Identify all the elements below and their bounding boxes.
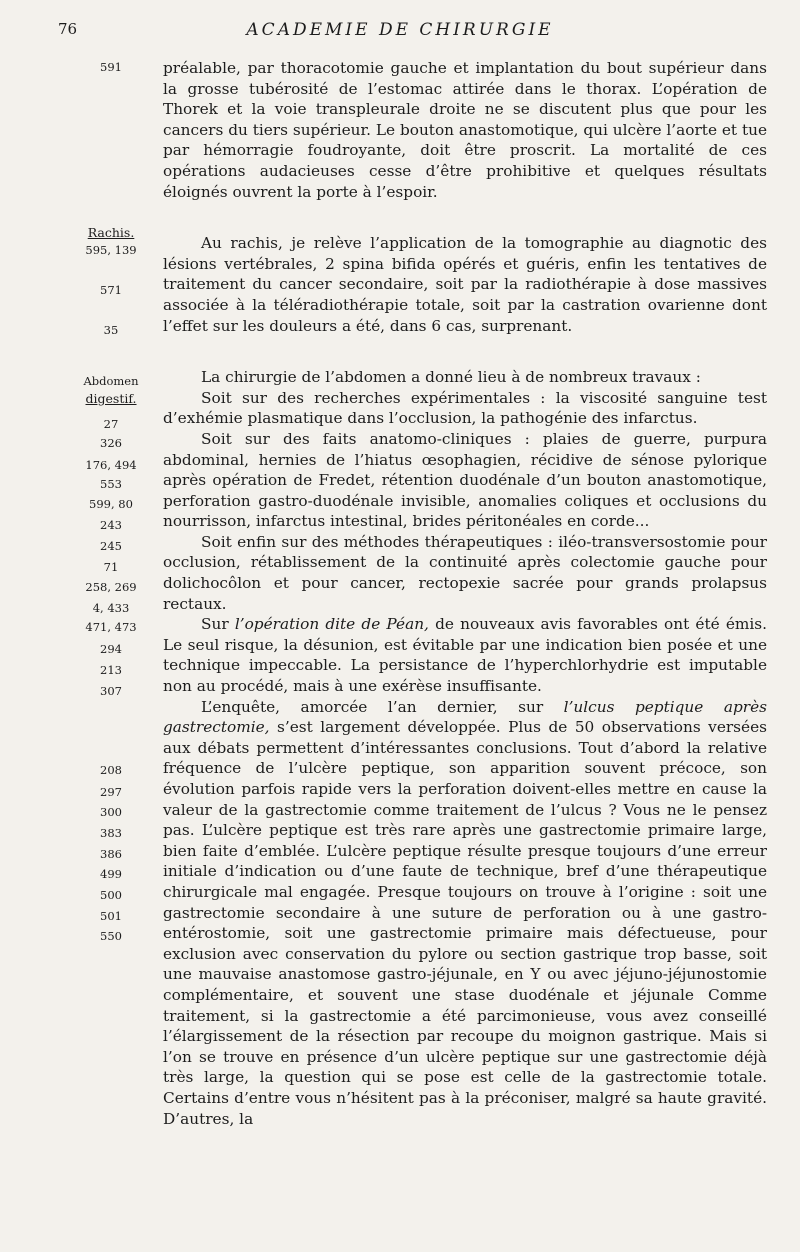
margin-ref: 599, 80 [89, 497, 133, 511]
margin-ref: 591 [100, 60, 122, 74]
paragraph: Au rachis, je relève l’application de la tomographie au diagnotic des lésions vertébrales, 2 spina bifida opérés et guéris, enfin les tentatives de traitement du cancer secondaire, soit par la radiothérapie à dose massives associée à la téléradiothérapie totale, soit par la castration ovarienne dont l’effet sur les douleurs a été, dans 6 cas, surprenant. [163, 234, 767, 335]
margin-heading-rachis: Rachis. [87, 225, 135, 240]
page-number: 76 [58, 20, 78, 38]
margin-ref: 386 [100, 847, 122, 861]
paragraph: Soit enfin sur des méthodes thérapeutiques : iléo-transversostomie pour occlusion, rétablissement de la continuité après colectomie gauche pour dolichocôlon et pour cancer, rectopexie sacrée pour grands prolapsus rectaux. [163, 532, 767, 613]
margin-ref: 300 [100, 805, 122, 819]
margin-ref: 297 [100, 785, 122, 799]
paragraph [163, 614, 767, 696]
margin-ref: 176, 494 [85, 458, 137, 472]
margin-ref: 595, 139 [85, 243, 137, 257]
margin-heading-digestif: digestif. [85, 391, 137, 406]
paragraph: La chirurgie de l’abdomen a donné lieu à de nombreux travaux : [201, 368, 701, 387]
paragraph [163, 697, 767, 1129]
margin-ref: 258, 269 [85, 580, 137, 594]
body-text [163, 58, 767, 1129]
margin-references [70, 0, 152, 1252]
margin-ref: 71 [103, 560, 119, 574]
italic-term: l’opération dite de Péan, [234, 615, 429, 634]
margin-ref: 550 [100, 929, 122, 943]
margin-ref: 383 [100, 826, 122, 840]
margin-ref: 4, 433 [92, 601, 130, 615]
margin-ref: 500 [100, 888, 122, 902]
paragraph-rest: s’est largement développée. Plus de 50 observations versées aux débats permettent d’intéressantes conclusions. Tout d’abord la relative fréquence de l’ulcère peptique, son apparition souvent précoce, son évolution parfois rapide vers la perforation doivent-elles mettre en cause la valeur de la gastrectomie comme traitement de l’ulcus ? Vous ne le pensez pas. L’ulcère peptique est très rare après une gastrectomie primaire large, bien faite d’emblée. L’ulcère peptique résulte presque toujours d’une erreur initiale d’indication ou d’une faute de technique, bref d’une thérapeutique chirurgicale mal engagée. Presque toujours on trouve à l’origine : soit une gastrectomie secondaire à une suture de perforation ou à une gastro-entérostomie, soit une gastrectomie primaire mais défectueuse, pour exclusion avec conservation du pylore ou section gastrique trop basse, soit une mauvaise anastomose gastro-jéjunale, en Y ou avec jéjuno-jéjunostomie complémentaire, et souvent une stase duodénale et jéjunale Comme traitement, si la gastrectomie a été parcimonieuse, vous avez conseillé l’élargissement de la résection par recoupe du moignon gastrique. Mais si l’on se trouve en présence d’un ulcère peptique sur une gastrectomie déjà très large, la question qui se pose est celle de la gastrectomie totale. Certains d’entre vous n’hésitent pas à la préconiser, malgré sa haute gravité. D’autres, la [163, 718, 767, 1128]
margin-ref: 471, 473 [85, 620, 137, 634]
paragraph: Soit sur des recherches expérimentales : la viscosité sanguine test d’exhémie plasmatique dans l’occlusion, la pathogénie des infarctus. [163, 388, 767, 428]
margin-ref: 307 [100, 684, 122, 698]
margin-ref: 553 [100, 477, 122, 491]
paragraph-rest: de nouveaux avis favorables ont été émis. Le seul risque, la désunion, est évitable par une indication bien posée et une technique impeccable. La persistance de l’hyperchlorhydrie est imputable non au procédé, mais à une exérèse insuffisante. [163, 615, 767, 696]
margin-ref: 213 [100, 663, 122, 677]
margin-ref: 245 [100, 539, 122, 553]
margin-ref: 501 [100, 909, 122, 923]
paragraph-lead: L’enquête, amorcée l’an dernier, sur [201, 697, 564, 716]
paragraph-lead: Sur [201, 615, 235, 634]
margin-ref: 571 [100, 283, 122, 297]
margin-ref: 27 [103, 417, 119, 431]
margin-ref: 499 [100, 867, 122, 881]
paragraph: Soit sur des faits anatomo-cliniques : plaies de guerre, purpura abdominal, hernies de l’hiatus œsophagien, récidive de sénose pylorique après opération de Fredet, rétention duodénale d’un bouton anastomotique, perforation gastro-duodénale invisible, anomalies coliques et occlusions du nourrisson, infarctus intestinal, brides péritonéales en corde... [163, 429, 767, 531]
running-title: ACADEMIE DE CHIRURGIE [246, 20, 554, 40]
margin-ref: 243 [100, 518, 122, 532]
margin-ref: 294 [100, 642, 122, 656]
margin-ref: 35 [103, 323, 119, 337]
paragraph: préalable, par thoracotomie gauche et implantation du bout supérieur dans la grosse tubérosité de l’estomac attirée dans le thorax. L’opération de Thorek et la voie transpleurale droite ne se discutent plus que pour les cancers du tiers supérieur. Le bouton anastomotique, qui ulcère l’aorte et tue par hémorragie foudroyante, doit être proscrit. La mortalité de ces opérations audacieuses cesse d’être prohibitive et quelques résultats éloignés ouvrent la porte à l’espoir. [163, 59, 767, 201]
margin-ref: 208 [100, 763, 122, 777]
italic-term: l’ulcus peptique après gastrectomie, [163, 697, 767, 737]
margin-heading-abdomen: Abdomen [83, 374, 139, 388]
margin-ref: 326 [100, 436, 122, 450]
